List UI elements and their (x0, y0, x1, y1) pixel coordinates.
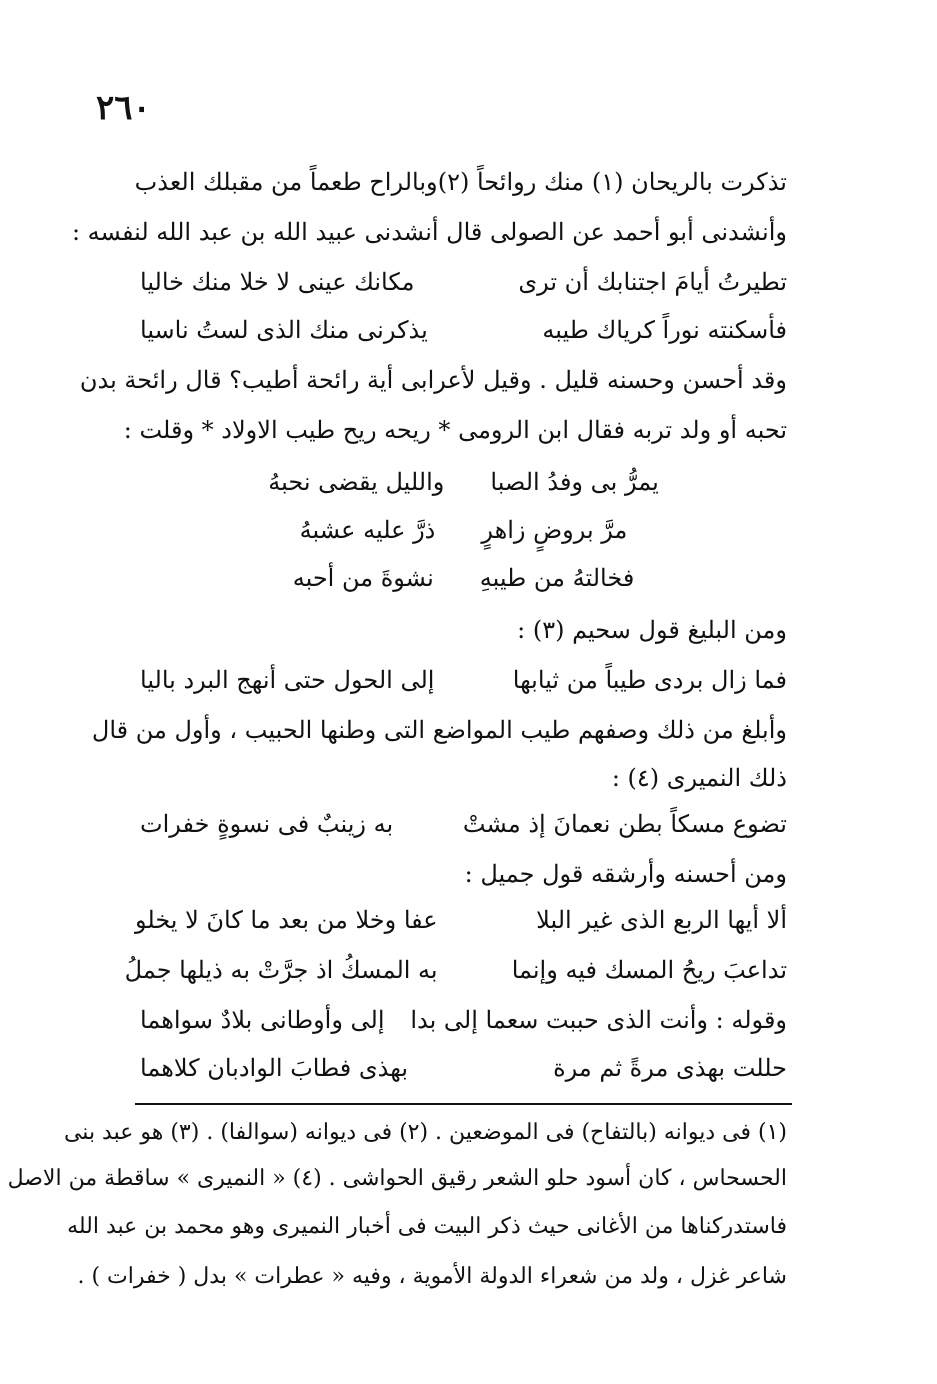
verse-hemistich-first: تطيرتُ أيامَ اجتنابك أن ترى (518, 268, 787, 296)
verse-hemistich-second: به المسكُ اذ جرَّتْ به ذيلها جملُ (124, 956, 438, 984)
verse-hemistich-first: تذكرت بالريحان (١) منك روائحاً (٢) (437, 168, 787, 196)
prose-line-5: وقد أحسن وحسنه قليل . وقيل لأعرابى أية رائحة أطيب؟ قال رائحة بدن (79, 366, 787, 394)
verse-line-18 (140, 1000, 787, 1040)
prose-line-12: وأبلغ من ذلك وصفهم طيب المواضع التى وطنها الحبيب ، وأول من قال (91, 716, 787, 744)
verse-line-1 (134, 162, 787, 202)
verse-hemistich-second: يذكرنى منك الذى لستُ ناسيا (140, 316, 428, 344)
verse-hemistich-first: تضوع مسكاً بطن نعمانَ إذ مشتْ (462, 810, 787, 838)
footnote-line-1: (١) فى ديوانه (بالتفاح) فى الموضعين . (٢) فى ديوانه (سوالفا) . (٣) هو عبد بنى (63, 1120, 787, 1145)
footnote-line-3: فاستدركناها من الأغانى حيث ذكر البيت فى أخبار النميرى وهو محمد بن عبد الله (67, 1214, 787, 1239)
footnote-line-2: الحسحاس ، كان أسود حلو الشعر رقيق الحواشى . (٤) « النميرى » ساقطة من الاصل (7, 1166, 787, 1191)
prose-line-10: ومن البليغ قول سحيم (٣) : (517, 616, 787, 644)
verse-line-9 (140, 558, 787, 598)
verse-hemistich-first: مرَّ بروضٍ زاهرٍ (481, 516, 628, 544)
verse-hemistich-second: نشوةَ من أحبه (292, 564, 434, 592)
verse-hemistich-second: والليل يقضى نحبهُ (268, 468, 445, 496)
verse-hemistich-second: مكانك عينى لا خلا منك خاليا (140, 268, 415, 296)
prose-line-6: تحبه أو ولد تربه فقال ابن الرومى * ريحه ريح طيب الاولاد * وقلت : (123, 416, 787, 444)
verse-hemistich-first: يمرُّ بى وفدُ الصبا (490, 468, 659, 496)
verse-line-3 (140, 262, 787, 302)
verse-hemistich-second: إلى وأوطانى بلادٌ سواهما (140, 1006, 385, 1034)
prose-line-13: ذلك النميرى (٤) : (611, 764, 787, 792)
verse-line-19 (140, 1048, 787, 1088)
verse-hemistich-second: وبالراح طعماً من مقبلك العذب (134, 168, 438, 196)
prose-line-2: وأنشدنى أبو أحمد عن الصولى قال أنشدنى عبيد الله بن عبد الله لنفسه : (71, 218, 787, 246)
verse-line-4 (140, 310, 787, 350)
page-number: ٢٦٠ (96, 88, 151, 128)
verse-line-8 (140, 510, 787, 550)
verse-line-16 (134, 900, 787, 940)
verse-hemistich-first: فأسكنته نوراً كرياك طيبه (542, 316, 787, 344)
verse-hemistich-first: فخالتهُ من طيبهِ (479, 564, 635, 592)
verse-hemistich-second: إلى الحول حتى أنهج البرد باليا (140, 666, 435, 694)
verse-hemistich-second: بهذى فطابَ الوادبان كلاهما (140, 1054, 409, 1082)
verse-hemistich-first: فما زال بردى طيباً من ثيابها (512, 666, 787, 694)
verse-line-14 (140, 804, 787, 844)
prose-line-15: ومن أحسنه وأرشقه قول جميل : (464, 860, 787, 888)
verse-hemistich-first: تداعبَ ريحُ المسك فيه وإنما (511, 956, 787, 984)
verse-line-17 (124, 950, 787, 990)
verse-line-11 (140, 660, 787, 700)
verse-hemistich-second: به زينبٌ فى نسوةٍ خفرات (140, 810, 394, 838)
verse-hemistich-first: وقوله : وأنت الذى حببت سعما إلى بدا (410, 1006, 787, 1034)
footnote-line-4: شاعر غزل ، ولد من شعراء الدولة الأموية ، وفيه « عطرات » بدل ( خفرات ) . (77, 1264, 787, 1289)
verse-hemistich-second: عفا وخلا من بعد ما كانَ لا يخلو (134, 906, 438, 934)
verse-hemistich-first: ألا أيها الربع الذى غير البلا (536, 906, 787, 934)
verse-hemistich-second: ذرَّ عليه عشبهُ (299, 516, 436, 544)
verse-hemistich-first: حللت بهذى مرةً ثم مرة (553, 1054, 787, 1082)
footnote-divider (135, 1103, 792, 1105)
verse-line-7 (140, 462, 787, 502)
